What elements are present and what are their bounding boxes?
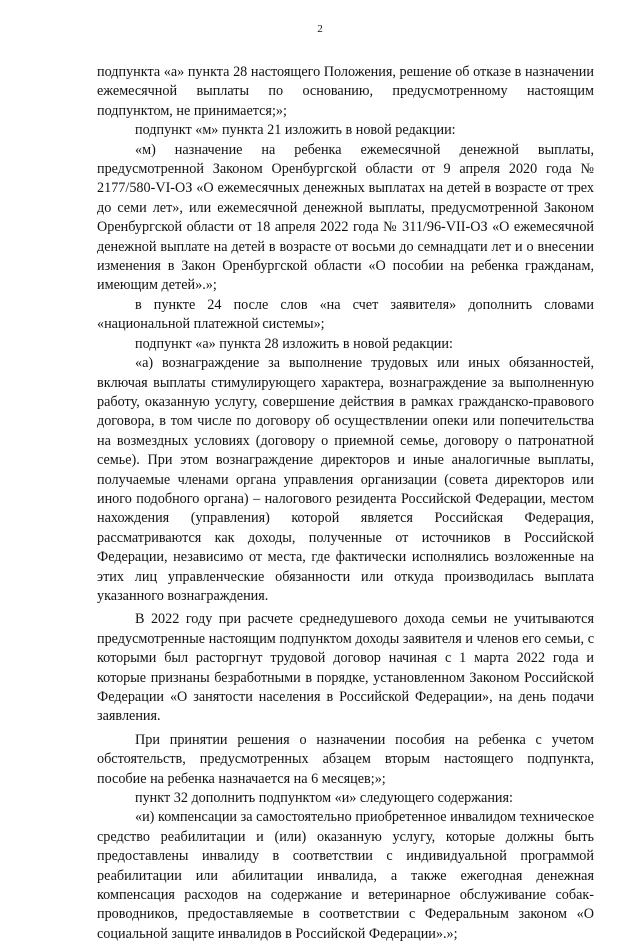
paragraph: подпункта «а» пункта 28 настоящего Положения, решение об отказе в назначении ежемесячной выплаты по основанию, предусмотренному настоящим подпунктом, не принимается;»; (97, 64, 594, 119)
paragraph: При принятии решения о назначении пособия на ребенка с учетом обстоятельств, предусмотренных абзацем вторым настоящего подпункта, пособие на ребенка назначается на 6 месяцев;»; (97, 731, 594, 787)
paragraph: пункт 32 дополнить подпунктом «и» следующего содержания: (135, 790, 513, 807)
paragraph: подпункт «а» пункта 28 изложить в новой редакции: (135, 335, 453, 352)
document-body (97, 63, 594, 944)
paragraph: «а) вознаграждение за выполнение трудовых или иных обязанностей, включая выплаты стимулирующего характера, вознаграждение за выполненную работу, оказанную услугу, совершение действия в рамках гражданско-правового договора, в том числе по договору об осуществлении опеки или попечительства на возмездных условиях (договору о приемной семье, договору о патронатной семье). При этом вознаграждение директоров и иные аналогичные выплаты, получаемые членами органа управления организации (совета директоров или иного подобного органа) – налогового резидента Российской Федерации, местом нахождения (управления) которой является Российская Федерация, рассматриваются как доходы, полученные от источников в Российской Федерации, независимо от места, где фактически исполнялись возложенные на этих лиц управленческие обязанности или откуда производилась выплата указанного вознаграждения. (97, 355, 594, 604)
paragraph: В 2022 году при расчете среднедушевого дохода семьи не учитываются предусмотренные настоящим подпунктом доходы заявителя и членов его семьи, с которыми был расторгнут трудовой договор начиная с 1 марта 2022 года и которые признаны безработными в порядке, установленном Законом Российской Федерации «О занятости населения в Российской Федерации», на день подачи заявления. (97, 611, 594, 725)
page-number: 2 (317, 23, 323, 35)
paragraph: в пункте 24 после слов «на счет заявителя» дополнить словами «национальной платежной системы»; (97, 296, 594, 333)
paragraph: «м) назначение на ребенка ежемесячной денежной выплаты, предусмотренной Законом Оренбургской области от 9 апреля 2020 года № 2177/580-VI-ОЗ «О ежемесячных денежных выплатах на детей в возрасте от трех до семи лет», или ежемесячной денежной выплаты, предусмотренной Законом Оренбургской области от 18 апреля 2022 года № 311/96-VII-ОЗ «О ежемесячной денежной выплате на детей в возрасте от восьми до семнадцати лет и о внесении изменения в Закон Оренбургской области «О пособии на ребенка гражданам, имеющим детей».»; (97, 141, 594, 294)
paragraph: подпункт «м» пункта 21 изложить в новой редакции: (135, 122, 456, 139)
paragraph: «и) компенсации за самостоятельно приобретенное инвалидом техническое средство реабилитации и (или) оказанную услугу, которые должны быть предоставлены инвалиду в соответствии с индивидуальной программой реабилитации или абилитации инвалида, а также ежегодная денежная компенсация расходов на содержание и ветеринарное обслуживание собак-проводников, предоставляемые в соответствии с Федеральным законом «О социальной защите инвалидов в Российской Федерации».»; (97, 809, 594, 942)
